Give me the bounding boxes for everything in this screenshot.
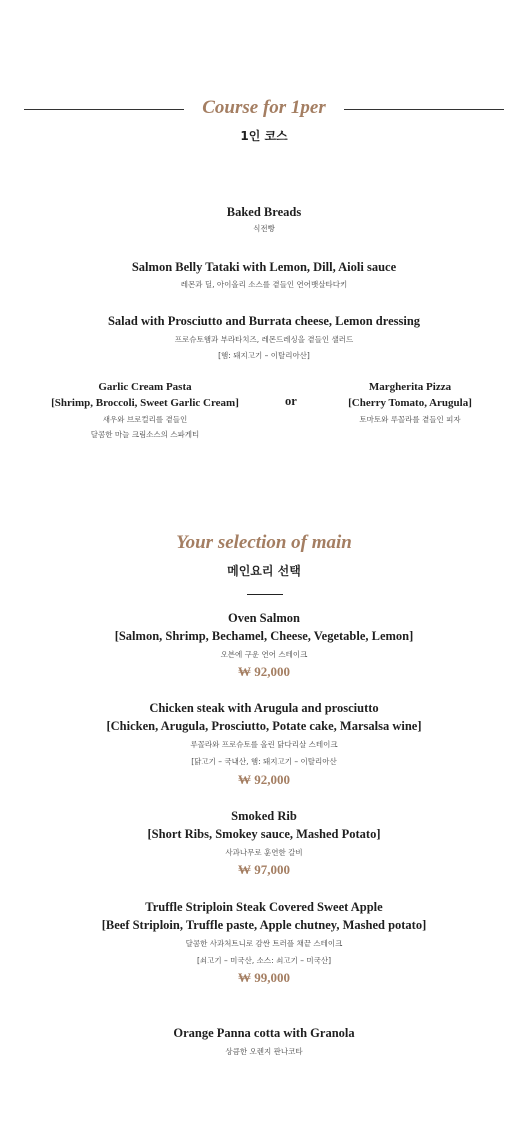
choice-separator: or (285, 394, 297, 408)
main-item-ko: 달콤한 사과처트니로 감싼 트러플 채끝 스테이크 (185, 939, 343, 948)
main-item-price: ₩ 99,000 (238, 970, 290, 985)
main-item-ko: 오븐에 구운 연어 스테이크 (220, 650, 308, 659)
main-item-price: ₩ 97,000 (238, 862, 290, 877)
course-subtitle-ko: 1인 코스 (240, 129, 288, 143)
main-item-ingredients: [Beef Striploin, Truffle paste, Apple chutney, Mashed potato] (101, 918, 427, 932)
main-item-ko: 사과나무로 훈연한 갈비 (225, 848, 303, 857)
main-title-divider (247, 594, 283, 595)
starter-ko: 프로슈토햄과 부라타치즈, 레몬드레싱을 곁들인 샐러드 (174, 335, 354, 344)
starter-name: Baked Breads (226, 205, 302, 219)
main-item-origin: [쇠고기 – 미국산, 소스: 쇠고기 – 미국산] (197, 956, 331, 965)
starter-name: Salad with Prosciutto and Burrata cheese, Lemon dressing (107, 314, 421, 328)
starter-ko: 레몬과 딜, 아이올리 소스를 곁들인 연어뱃살타다키 (180, 280, 348, 289)
choice-left-ko-line1: 새우와 브로컬리를 곁들인 (102, 415, 188, 424)
main-item-ingredients: [Short Ribs, Smokey sauce, Mashed Potato] (147, 827, 381, 841)
main-item-ingredients: [Chicken, Arugula, Prosciutto, Potate cake, Marsalsa wine] (106, 719, 422, 733)
choice-right-name: Margherita Pizza (368, 381, 452, 393)
main-item-ko: 루꼴라와 프로슈토를 올린 닭다리살 스테이크 (190, 740, 338, 749)
main-item-name: Oven Salmon (228, 611, 300, 625)
starter-ko: 식전빵 (253, 224, 275, 233)
choice-right-ingredients: [Cherry Tomato, Arugula] (348, 397, 472, 409)
choice-left (30, 380, 260, 443)
starter-origin: [햄: 돼지고기 – 이탈리아산] (218, 351, 310, 360)
main-item-origin: [닭고기 – 국내산, 햄: 돼지고기 – 이탈리아산 (191, 757, 337, 766)
main-item-ingredients: [Salmon, Shrimp, Bechamel, Cheese, Vegetable, Lemon] (114, 629, 414, 643)
main-item-price: ₩ 92,000 (238, 664, 290, 679)
dessert-name: Orange Panna cotta with Granola (173, 1026, 355, 1040)
main-item-price: ₩ 92,000 (238, 772, 290, 787)
choice-left-ko-line2: 달콤한 마늘 크림소스의 스파게티 (90, 430, 200, 439)
choice-left-name: Garlic Cream Pasta (98, 381, 192, 393)
dessert-ko: 상큼한 오렌지 판나코타 (225, 1047, 303, 1056)
choice-right (310, 380, 510, 427)
main-item-name: Smoked Rib (231, 809, 297, 823)
main-subtitle-ko: 메인요리 선택 (227, 564, 301, 578)
course-title-rule-right (344, 109, 504, 110)
main-item-name: Truffle Striploin Steak Covered Sweet Apple (145, 900, 383, 914)
choice-left-ingredients: [Shrimp, Broccoli, Sweet Garlic Cream] (51, 397, 239, 409)
course-title: Course for 1per (202, 97, 326, 118)
choice-right-ko: 토마토와 루꼴라를 곁들인 피자 (359, 415, 461, 424)
main-item-name: Chicken steak with Arugula and prosciutto (149, 701, 379, 715)
main-title: Your selection of main (176, 532, 352, 553)
starter-name: Salmon Belly Tataki with Lemon, Dill, Aioli sauce (131, 260, 397, 274)
